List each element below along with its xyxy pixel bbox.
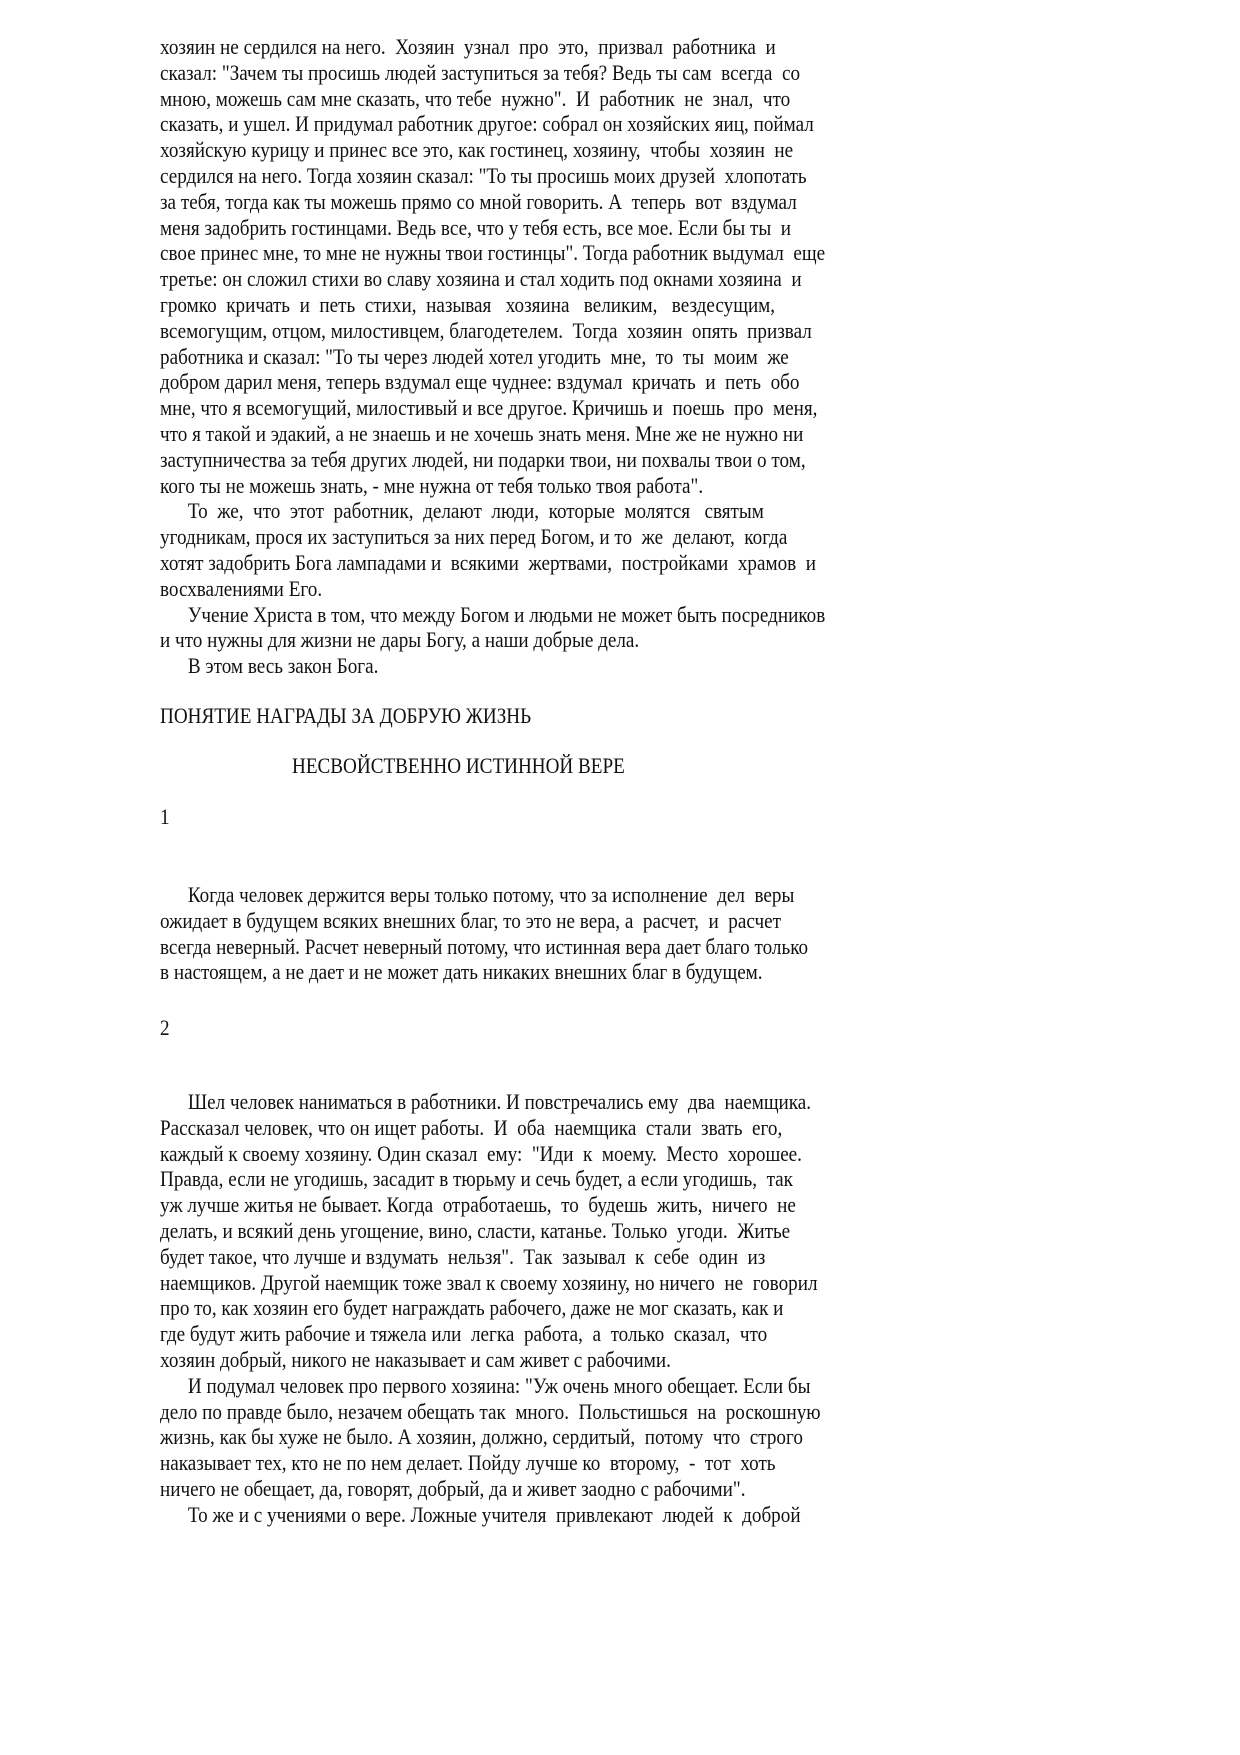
text-line: Когда человек держится веры только потому, что за исполнение дел веры (187, 882, 795, 907)
section-1-text (160, 882, 1060, 985)
text-line: сердился на него. Тогда хозяин сказал: "То ты просишь моих друзей хлопотать (160, 162, 807, 188)
paragraph (160, 1502, 1060, 1528)
text-line: дело по правде было, незачем обещать так много. Польстишься на роскошную (160, 1398, 821, 1424)
text-line: В этом весь закон Бога. (187, 653, 379, 679)
paragraph (160, 602, 1060, 654)
text-line: Рассказал человек, что он ищет работы. И оба наемщика стали звать его, (160, 1114, 783, 1140)
text-block-top (160, 34, 1060, 679)
text-line: хотят задобрить Бога лампадами и всякими жертвами, постройками храмов и (160, 549, 816, 575)
text-line: мне, что я всемогущий, милостивый и все другое. Кричишь и поешь про меня, (160, 395, 818, 421)
text-line: И подумал человек про первого хозяина: "Уж очень много обещает. Если бы (187, 1372, 811, 1398)
text-line: сказать, и ушел. И придумал работник другое: собрал он хозяйских яиц, поймал (160, 111, 814, 137)
text-line: работника и сказал: "То ты через людей хотел угодить мне, то ты моим же (160, 343, 789, 369)
text-line: всемогущим, отцом, милостивцем, благодетелем. Тогда хозяин опять призвал (160, 317, 812, 343)
paragraph (160, 498, 1060, 601)
paragraph (160, 34, 1060, 498)
text-line: хозяин добрый, никого не наказывает и сам живет с рабочими. (160, 1346, 671, 1372)
text-line: всегда неверный. Расчет неверный потому, что истинная вера дает благо только (160, 933, 809, 959)
text-line: хозяин не сердился на него. Хозяин узнал про это, призвал работника и (160, 34, 776, 59)
text-line: про то, как хозяин его будет награждать рабочего, даже не мог сказать, как и (160, 1295, 784, 1321)
text-line: каждый к своему хозяину. Один сказал ему: "Иди к моему. Место хорошее. (160, 1140, 802, 1166)
text-line: Правда, если не угодишь, засадит в тюрьму и сечь будет, а если угодишь, так (160, 1166, 793, 1192)
text-line: свое принес мне, то мне не нужны твои гостинцы". Тогда работник выдумал еще (160, 240, 826, 266)
text-line: добром дарил меня, теперь вздумал еще чуднее: вздумал кричать и петь обо (160, 369, 800, 395)
text-line: уж лучше житья не бывает. Когда отработаешь, то будешь жить, ничего не (160, 1192, 796, 1218)
text-line: и что нужны для жизни не дары Богу, а наши добрые дела. (160, 627, 640, 653)
text-line: То же, что этот работник, делают люди, которые молятся святым (187, 498, 764, 524)
text-line: за тебя, тогда как ты можешь прямо со мной говорить. А теперь вот вздумал (160, 188, 797, 214)
text-line: сказал: "Зачем ты просишь людей заступиться за тебя? Ведь ты сам всегда со (160, 59, 801, 85)
text-line: что я такой и эдакий, а не знаешь и не хочешь знать меня. Мне же не нужно ни (160, 420, 804, 446)
paragraph (160, 653, 1060, 679)
text-line: угодникам, прося их заступиться за них перед Богом, и то же делают, когда (160, 524, 788, 550)
text-line: наемщиков. Другой наемщик тоже звал к своему хозяину, но ничего не говорил (160, 1269, 818, 1295)
text-line: ничего не обещает, да, говорят, добрый, да и живет заодно с рабочими". (160, 1475, 746, 1501)
text-line: кого ты не можешь знать, - мне нужна от тебя только твоя работа". (160, 472, 704, 498)
text-line: Учение Христа в том, что между Богом и людьми не может быть посредников (187, 601, 826, 627)
text-line: делать, и всякий день угощение, вино, сласти, катанье. Только угоди. Житье (160, 1217, 791, 1243)
text-line: То же и с учениями о вере. Ложные учителя привлекают людей к доброй (187, 1501, 801, 1527)
text-line: где будут жить рабочие и тяжела или легка работа, а только сказал, что (160, 1321, 768, 1347)
text-line: будет такое, что лучше и вздумать нельзя". Так зазывал к себе один из (160, 1243, 766, 1269)
text-line: мною, можешь сам мне сказать, что тебе нужно". И работник не знал, что (160, 85, 791, 111)
text-line: хозяйскую курицу и принес все это, как гостинец, хозяину, чтобы хозяин не (160, 137, 794, 163)
text-line: третье: он сложил стихи во славу хозяина и стал ходить под окнами хозяина и (160, 266, 802, 292)
paragraph (160, 1373, 1060, 1502)
paragraph (160, 1089, 1060, 1373)
text-line: в настоящем, а не дает и не может дать никаких внешних благ в будущем. (160, 959, 763, 985)
section-number-1: 1 (160, 804, 170, 829)
section-heading-line-1: ПОНЯТИЕ НАГРАДЫ ЗА ДОБРУЮ ЖИЗНЬ (160, 703, 532, 728)
text-line: восхвалениями Его. (160, 575, 323, 601)
text-line: наказывает тех, кто не по нем делает. Пойду лучше ко второму, - тот хоть (160, 1450, 776, 1476)
section-number-2: 2 (160, 1015, 170, 1040)
text-line: громко кричать и петь стихи, называя хозяина великим, вездесущим, (160, 291, 776, 317)
text-line: ожидает в будущем всяких внешних благ, то это не вера, а расчет, и расчет (160, 907, 781, 933)
text-line: меня задобрить гостинцами. Ведь все, что у тебя есть, все мое. Если бы ты и (160, 214, 792, 240)
text-line: заступничества за тебя других людей, ни подарки твои, ни похвалы твои о том, (160, 446, 806, 472)
text-line: жизнь, как бы хуже не было. А хозяин, должно, сердитый, потому что строго (160, 1424, 803, 1450)
section-2-text (160, 1089, 1060, 1528)
text-line: Шел человек наниматься в работники. И повстречались ему два наемщика. (187, 1089, 812, 1114)
section-heading-line-2: НЕСВОЙСТВЕННО ИСТИННОЙ ВЕРЕ (292, 753, 625, 778)
paragraph (160, 882, 1060, 985)
